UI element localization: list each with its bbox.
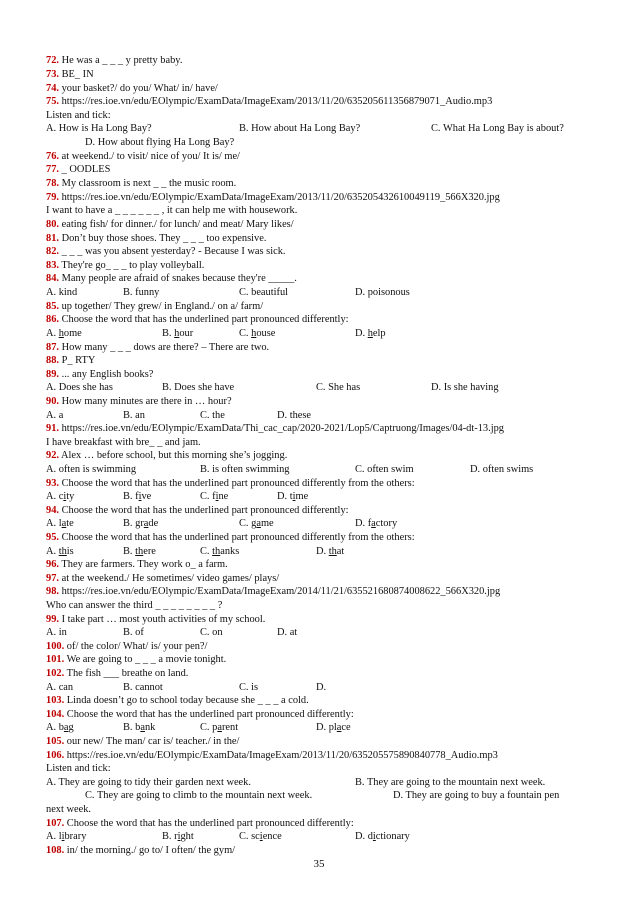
option-b: B. bank	[123, 722, 156, 733]
option-d: D. often swims	[470, 464, 534, 475]
question-91	[46, 422, 504, 435]
option-c: C. game	[239, 518, 274, 529]
question-number: 95.	[46, 532, 59, 543]
question-83	[46, 259, 204, 272]
option-b: B. funny	[123, 287, 160, 298]
question-78	[46, 177, 236, 190]
option-b: B. is often swimming	[200, 464, 290, 475]
question-text: Choose the word that has the underlined part pronounced differently from the others:	[61, 532, 415, 543]
question-text: eating fish/ for dinner./ for lunch/ and meat/ Mary likes/	[61, 219, 294, 230]
option-a: A. They are going to tidy their garden next week.	[46, 777, 251, 788]
question-text: our new/ The man/ car is/ teacher./ in the/	[66, 736, 240, 747]
option-b: B. They are going to the mountain next week.	[355, 777, 546, 788]
option-b: B. of	[123, 627, 144, 638]
option-a: A. How is Ha Long Bay?	[46, 123, 152, 134]
option-a: A. this	[46, 546, 74, 557]
option-a: A. kind	[46, 287, 78, 298]
question-number: 107.	[46, 818, 65, 829]
option-d: D. at	[277, 627, 298, 638]
question-text: We are going to _ _ _ a movie tonight.	[66, 654, 227, 665]
option-c: C. on	[200, 627, 223, 638]
question-number: 78.	[46, 178, 59, 189]
option-a: A. can	[46, 682, 74, 693]
question-86	[46, 313, 349, 326]
question-sub-text: Who can answer the third _ _ _ _ _ _ _ _ ?	[46, 600, 223, 611]
option-c: C. beautiful	[239, 287, 289, 298]
question-85	[46, 300, 263, 313]
question-text: They are farmers. They work o_ a farm.	[61, 559, 228, 570]
option-d-continued: next week.	[46, 804, 92, 815]
question-96	[46, 558, 228, 571]
option-b: B. cannot	[123, 682, 163, 693]
option-b: B. there	[123, 546, 156, 557]
audio-link: https://res.ioe.vn/edu/EOlympic/ExamData/ImageExam/2013/11/20/635205575890840778_Audio.mp3	[66, 750, 498, 761]
page-number: 35	[313, 858, 325, 870]
question-number: 98.	[46, 586, 59, 597]
image-link: https://res.ioe.vn/edu/EOlympic/ExamData/ImageExam/2013/11/20/635205432610049119_566X320.jpg	[61, 192, 500, 203]
question-number: 88.	[46, 355, 59, 366]
question-89	[46, 368, 153, 381]
question-103	[46, 694, 309, 707]
question-98	[46, 585, 500, 598]
question-100	[46, 640, 207, 653]
option-b: B. hour	[162, 328, 194, 339]
question-text: up together/ They grew/ in England./ on a/ farm/	[61, 301, 264, 312]
question-number: 89.	[46, 369, 59, 380]
image-link: https://res.ioe.vn/edu/EOlympic/ExamData/Thi_cac_cap/2020-2021/Lop5/Captruong/Images/04-dt-13.jpg	[61, 423, 504, 434]
option-a: A. library	[46, 831, 87, 842]
question-number: 75.	[46, 96, 59, 107]
option-c: C. parent	[200, 722, 239, 733]
question-number: 76.	[46, 151, 59, 162]
question-number: 105.	[46, 736, 65, 747]
option-c: C. What Ha Long Bay is about?	[431, 123, 564, 134]
question-text: How many minutes are there in … hour?	[61, 396, 232, 407]
question-text: Choose the word that has the underlined part pronounced differently:	[66, 818, 354, 829]
question-number: 81.	[46, 233, 59, 244]
option-b: B. grade	[123, 518, 159, 529]
option-a: A. late	[46, 518, 74, 529]
question-text: of/ the color/ What/ is/ your pen?/	[66, 641, 208, 652]
option-d: D. They are going to buy a fountain pen	[393, 790, 560, 801]
question-number: 86.	[46, 314, 59, 325]
question-sub-text: I have breakfast with bre_ _ and jam.	[46, 437, 201, 448]
question-number: 82.	[46, 246, 59, 257]
option-b: B. an	[123, 410, 145, 421]
option-d: D. these	[277, 410, 312, 421]
question-text: your basket?/ do you/ What/ in/ have/	[61, 83, 218, 94]
option-a: A. city	[46, 491, 75, 502]
question-text: Choose the word that has the underlined part pronounced differently:	[61, 505, 349, 516]
question-text: _ OODLES	[61, 164, 111, 175]
question-number: 104.	[46, 709, 65, 720]
question-73	[46, 68, 94, 81]
option-d: D. How about flying Ha Long Bay?	[85, 137, 235, 148]
question-text: Don’t buy those shoes. They _ _ _ too expensive.	[61, 233, 267, 244]
question-number: 79.	[46, 192, 59, 203]
question-text: at the weekend./ He sometimes/ video games/ plays/	[61, 573, 280, 584]
option-a: A. bag	[46, 722, 74, 733]
option-c: C. They are going to climb to the mountain next week.	[85, 790, 313, 801]
question-84	[46, 272, 297, 285]
question-number: 84.	[46, 273, 59, 284]
option-d: D. poisonous	[355, 287, 410, 298]
question-number: 96.	[46, 559, 59, 570]
question-82	[46, 245, 286, 258]
question-text: ... any English books?	[61, 369, 154, 380]
option-a: A. Does she has	[46, 382, 113, 393]
instruction: Listen and tick:	[46, 110, 111, 121]
option-c: C. science	[239, 831, 282, 842]
question-number: 77.	[46, 164, 59, 175]
question-number: 83.	[46, 260, 59, 271]
question-97	[46, 572, 279, 585]
question-number: 93.	[46, 478, 59, 489]
option-d: D. dictionary	[355, 831, 410, 842]
question-text: They're go_ _ _ to play volleyball.	[61, 260, 205, 271]
question-text: Alex … before school, but this morning she’s jogging.	[61, 450, 288, 461]
question-number: 73.	[46, 69, 59, 80]
question-88	[46, 354, 95, 367]
question-number: 80.	[46, 219, 59, 230]
option-a: A. home	[46, 328, 82, 339]
question-74	[46, 82, 218, 95]
option-c: C. thanks	[200, 546, 240, 557]
option-b: B. right	[162, 831, 194, 842]
question-number: 94.	[46, 505, 59, 516]
question-text: The fish ___ breathe on land.	[66, 668, 189, 679]
question-75	[46, 95, 492, 108]
option-a: A. in	[46, 627, 67, 638]
option-d: D. that	[316, 546, 345, 557]
option-c: C. She has	[316, 382, 361, 393]
question-106	[46, 749, 498, 762]
question-number: 85.	[46, 301, 59, 312]
question-text: Linda doesn’t go to school today because she _ _ _ a cold.	[66, 695, 309, 706]
option-c: C. is	[239, 682, 259, 693]
question-72	[46, 54, 182, 67]
question-108	[46, 844, 235, 857]
question-95	[46, 531, 415, 544]
image-link: https://res.ioe.vn/edu/EOlympic/ExamData/ImageExam/2014/11/21/635521680874008622_566X320.jpg	[61, 586, 501, 597]
option-b: B. How about Ha Long Bay?	[239, 123, 361, 134]
question-93	[46, 477, 415, 490]
question-text: at weekend./ to visit/ nice of you/ It is/ me/	[61, 151, 240, 162]
question-94	[46, 504, 349, 517]
question-number: 106.	[46, 750, 65, 761]
question-text: Choose the word that has the underlined part pronounced differently:	[61, 314, 349, 325]
question-79	[46, 191, 500, 204]
question-sub-text: I want to have a _ _ _ _ _ _ , it can help me with housework.	[46, 205, 298, 216]
question-text: My classroom is next _ _ the music room.	[61, 178, 237, 189]
option-d: D.	[316, 682, 327, 693]
question-number: 90.	[46, 396, 59, 407]
question-number: 102.	[46, 668, 65, 679]
question-number: 101.	[46, 654, 65, 665]
question-90	[46, 395, 232, 408]
question-number: 103.	[46, 695, 65, 706]
question-text: Choose the word that has the underlined part pronounced differently:	[66, 709, 354, 720]
option-d: D. help	[355, 328, 386, 339]
question-76	[46, 150, 240, 163]
question-number: 108.	[46, 845, 65, 856]
option-d: D. factory	[355, 518, 398, 529]
question-text: Many people are afraid of snakes because they're _____.	[61, 273, 297, 284]
question-105	[46, 735, 239, 748]
question-number: 100.	[46, 641, 65, 652]
question-92	[46, 449, 287, 462]
question-99	[46, 613, 265, 626]
option-b: B. five	[123, 491, 152, 502]
question-number: 99.	[46, 614, 59, 625]
question-101	[46, 653, 226, 666]
question-number: 97.	[46, 573, 59, 584]
question-81	[46, 232, 266, 245]
option-c: C. the	[200, 410, 225, 421]
option-a: A. a	[46, 410, 64, 421]
option-d: D. time	[277, 491, 309, 502]
option-d: D. place	[316, 722, 351, 733]
question-102	[46, 667, 188, 680]
question-87	[46, 341, 269, 354]
question-text: Choose the word that has the underlined part pronounced differently from the others:	[61, 478, 415, 489]
question-number: 92.	[46, 450, 59, 461]
question-text: BE_ IN	[61, 69, 94, 80]
option-c: C. fine	[200, 491, 229, 502]
option-c: C. house	[239, 328, 276, 339]
instruction: Listen and tick:	[46, 763, 111, 774]
question-number: 74.	[46, 83, 59, 94]
question-104	[46, 708, 354, 721]
question-107	[46, 817, 354, 830]
question-text: _ _ _ was you absent yesterday? - Because I was sick.	[61, 246, 286, 257]
question-80	[46, 218, 294, 231]
option-c: C. often swim	[355, 464, 414, 475]
question-text: P_ RTY	[61, 355, 96, 366]
option-d: D. Is she having	[431, 382, 499, 393]
question-text: He was a _ _ _ y pretty baby.	[61, 55, 183, 66]
question-number: 72.	[46, 55, 59, 66]
question-text: How many _ _ _ dows are there? – There are two.	[61, 342, 270, 353]
option-b: B. Does she have	[162, 382, 235, 393]
audio-link: https://res.ioe.vn/edu/EOlympic/ExamData/ImageExam/2013/11/20/635205611356879071_Audio.mp3	[61, 96, 493, 107]
question-text: in/ the morning./ go to/ I often/ the gym/	[66, 845, 236, 856]
question-number: 91.	[46, 423, 59, 434]
question-77	[46, 163, 110, 176]
question-text: I take part … most youth activities of my school.	[61, 614, 266, 625]
question-number: 87.	[46, 342, 59, 353]
option-a: A. often is swimming	[46, 464, 137, 475]
